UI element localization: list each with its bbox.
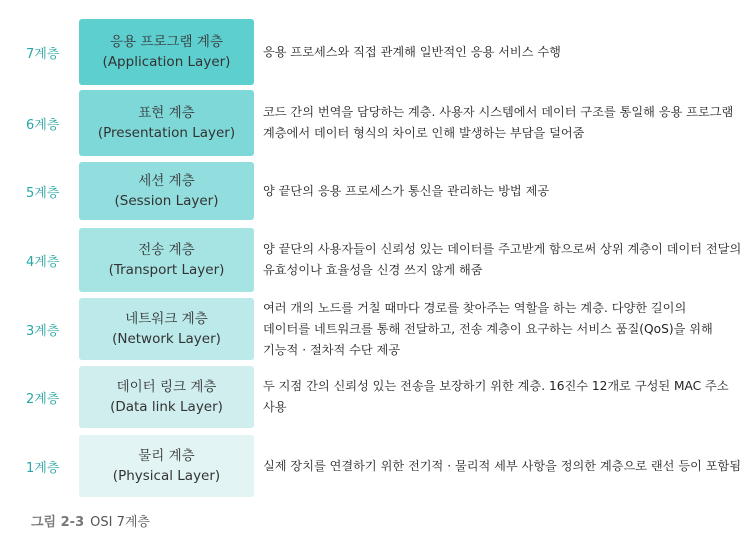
layer-level: 3계층	[26, 323, 60, 339]
description-line: 여러 개의 노드를 거칠 때마다 경로를 찾아주는 역할을 하는 계층. 다양한 길이의	[263, 300, 687, 315]
layer-description	[263, 228, 743, 292]
description-line: 실제 장치를 연결하기 위한 전기적 · 물리적 세부 사항을 정의한 계층으로 랜선 등이 포함됨	[263, 458, 742, 473]
layer-row	[0, 366, 752, 428]
layer-description	[263, 162, 743, 220]
layer-name-en: (Session Layer)	[114, 193, 219, 209]
layer-name-ko: 네트워크 계층	[125, 311, 208, 327]
description-line: 양 끝단의 사용자들이 신뢰성 있는 데이터를 주고받게 함으로써 상위 계층이 데이터 전달의	[263, 242, 742, 256]
layer-level: 7계층	[26, 46, 60, 62]
description-line: 코드 간의 번역을 담당하는 계층. 사용자 시스템에서 데이터 구조를 통일해 응용 프로그램	[263, 105, 734, 119]
figure-caption	[31, 511, 150, 530]
layer-box	[79, 90, 254, 156]
layer-level: 6계층	[26, 117, 60, 133]
layer-row	[0, 19, 752, 85]
description-line: 기능적 · 절차적 수단 제공	[263, 342, 401, 357]
layer-description	[263, 90, 743, 156]
layer-name-ko: 물리 계층	[138, 448, 195, 464]
layer-name-ko: 응용 프로그램 계층	[110, 34, 223, 50]
layer-name-en: (Transport Layer)	[108, 262, 225, 278]
layer-name-en: (Application Layer)	[102, 54, 231, 70]
figure-number: 그림 2-3	[31, 515, 85, 530]
layer-box	[79, 298, 254, 360]
layer-level: 2계층	[26, 391, 60, 407]
figure-title: OSI 7계층	[90, 515, 150, 530]
layer-box	[79, 162, 254, 220]
layer-row	[0, 228, 752, 292]
layer-level: 4계층	[26, 254, 60, 270]
layer-description	[263, 435, 743, 497]
layer-row	[0, 90, 752, 156]
layer-description	[263, 298, 743, 360]
description-line: 계층에서 데이터 형식의 차이로 인해 발생하는 부담을 덜어줌	[263, 126, 585, 140]
layer-name-en: (Network Layer)	[112, 331, 221, 347]
description-line: 두 지점 간의 신뢰성 있는 전송을 보장하기 위한 계층. 16진수 12개로 구성된 MAC 주소	[263, 379, 729, 393]
layer-row	[0, 435, 752, 497]
layer-row	[0, 162, 752, 220]
layer-name-en: (Presentation Layer)	[97, 125, 236, 141]
layer-name-en: (Physical Layer)	[112, 468, 221, 484]
layer-description	[263, 19, 743, 85]
layer-box	[79, 228, 254, 292]
layer-name-en: (Data link Layer)	[110, 399, 223, 415]
description-line: 유효성이나 효율성을 신경 쓰지 않게 해줌	[263, 263, 483, 277]
layer-box	[79, 19, 254, 85]
layer-box	[79, 435, 254, 497]
layer-level: 1계층	[26, 460, 60, 476]
layer-name-ko: 전송 계층	[138, 242, 195, 258]
layer-level: 5계층	[26, 185, 60, 201]
layer-description	[263, 366, 743, 428]
description-line: 양 끝단의 응용 프로세스가 통신을 관리하는 방법 제공	[263, 183, 550, 198]
layer-name-ko: 데이터 링크 계층	[116, 379, 217, 395]
layer-box	[79, 366, 254, 428]
layer-name-ko: 세션 계층	[138, 173, 195, 189]
layer-row	[0, 298, 752, 360]
description-line: 사용	[263, 400, 287, 414]
description-line: 응용 프로세스와 직접 관계해 일반적인 응용 서비스 수행	[263, 44, 561, 59]
description-line: 데이터를 네트워크를 통해 전달하고, 전송 계층이 요구하는 서비스 품질(QoS)을 위해	[263, 321, 713, 336]
layer-name-ko: 표현 계층	[138, 105, 195, 121]
